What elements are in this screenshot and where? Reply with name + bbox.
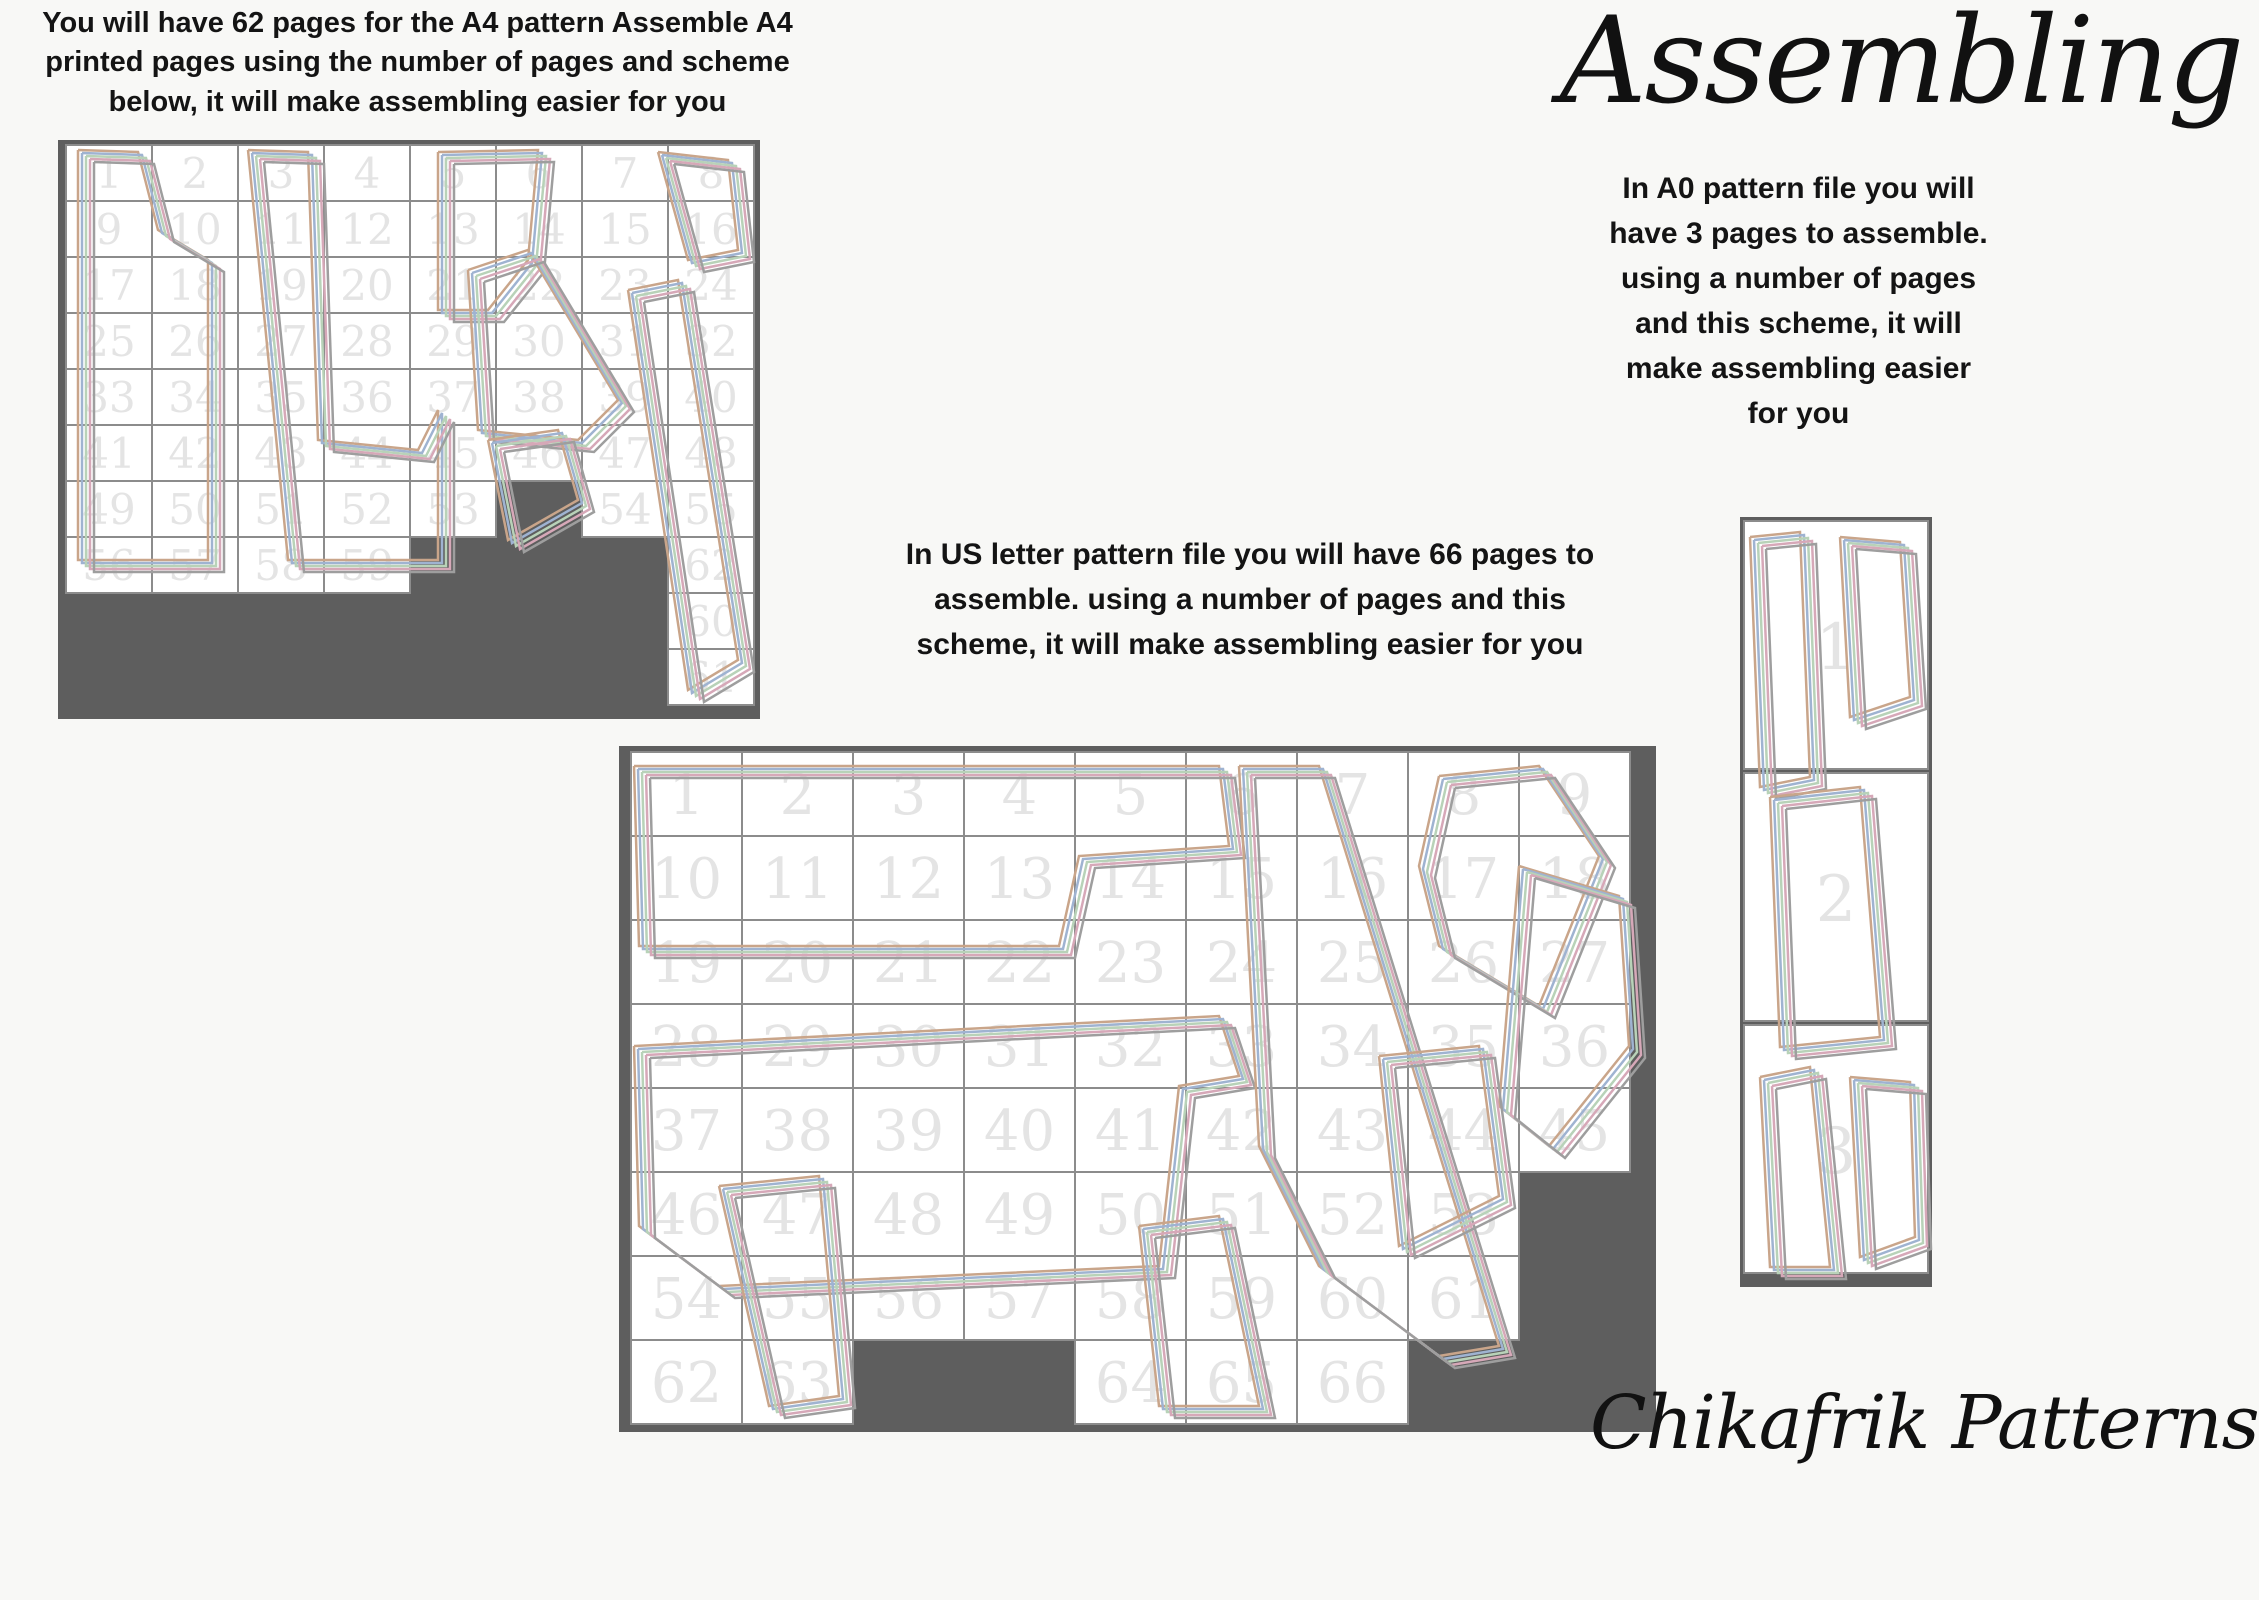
a4-page-number: 15: [598, 205, 652, 255]
a4-description: You will have 62 pages for the A4 pattern Assemble A4 printed pages using the number of pages and scheme below, it will make assembling easier for you: [42, 7, 793, 118]
us-page-number: 3: [890, 763, 927, 829]
a0-description: In A0 pattern file you will have 3 pages to assemble. using a number of pages and this scheme, it will make assembling easier for you: [1609, 172, 1988, 430]
us-page-number: 21: [872, 931, 945, 997]
a4-page-number: 18: [168, 261, 222, 311]
a4-page-number: 41: [82, 429, 136, 479]
us-page-number: 31: [983, 1015, 1056, 1081]
a4-page-number: 46: [512, 429, 566, 479]
a4-page-number: 45: [426, 429, 480, 479]
a4-page-number: 25: [82, 317, 136, 367]
us-letter-scheme-drawing: [619, 746, 1656, 1432]
a0-page-number: 1: [1815, 611, 1857, 685]
us-page-number: 34: [1316, 1015, 1389, 1081]
us-page-number: 62: [650, 1351, 723, 1417]
a4-page-number: 10: [168, 205, 222, 255]
a4-page-number: 49: [82, 485, 136, 535]
us-page-number: 39: [872, 1099, 945, 1165]
us-page-number: 11: [761, 847, 834, 913]
us-page-number: 52: [1316, 1183, 1389, 1249]
a0-scheme-drawing: [1740, 517, 1932, 1287]
a4-page-number: 58: [254, 541, 308, 591]
us-page-number: 8: [1445, 763, 1482, 829]
a4-page-number: 42: [168, 429, 222, 479]
us-page-number: 1: [668, 763, 705, 829]
us-page-number: 54: [650, 1267, 723, 1333]
us-page-number: 53: [1427, 1183, 1500, 1249]
a4-page-number: 44: [340, 429, 394, 479]
a4-page-number: 30: [512, 317, 566, 367]
us-page-number: 46: [650, 1183, 723, 1249]
a4-page-number: 24: [684, 261, 738, 311]
a4-page-number: 60: [684, 597, 738, 647]
us-page-number: 24: [1205, 931, 1278, 997]
a4-scheme-drawing: [58, 140, 760, 719]
us-page-number: 60: [1316, 1267, 1389, 1333]
us-page-number: 42: [1205, 1099, 1278, 1165]
us-page-number: 25: [1316, 931, 1389, 997]
a4-page-number: 51: [254, 485, 308, 535]
brand-signature: Chikafrik Patterns: [1590, 1380, 2259, 1466]
us-page-number: 6: [1223, 763, 1260, 829]
a4-page-number: 12: [340, 205, 394, 255]
us-page-number: 12: [872, 847, 945, 913]
us-page-number: 4: [1001, 763, 1038, 829]
us-page-number: 9: [1556, 763, 1593, 829]
us-page-number: 23: [1094, 931, 1167, 997]
us-page-number: 41: [1094, 1099, 1167, 1165]
us-page-number: 16: [1316, 847, 1389, 913]
a4-page-number: 40: [684, 373, 738, 423]
us-page-number: 27: [1538, 931, 1611, 997]
a4-page-number: 56: [82, 541, 136, 591]
a4-page-number: 34: [168, 373, 222, 423]
a4-page-number: 59: [340, 541, 394, 591]
a4-page-number: 48: [684, 429, 738, 479]
a4-page-number: 5: [439, 149, 467, 199]
us-page-number: 66: [1316, 1351, 1389, 1417]
us-page-number: 32: [1094, 1015, 1167, 1081]
a4-page-number: 57: [168, 541, 222, 591]
a4-page-number: 43: [254, 429, 308, 479]
us-page-number: 33: [1205, 1015, 1278, 1081]
a0-assembly-scheme: [1740, 517, 1932, 1287]
us-page-number: 55: [761, 1267, 834, 1333]
a4-page-number: 37: [426, 373, 480, 423]
us-page-number: 2: [779, 763, 816, 829]
a4-page-number: 35: [254, 373, 308, 423]
a4-page-number: 7: [611, 149, 639, 199]
us-page-number: 22: [983, 931, 1056, 997]
us-page-number: 19: [650, 931, 723, 997]
a4-assembly-scheme: [58, 140, 760, 719]
us-page-number: 49: [983, 1183, 1056, 1249]
us-letter-description: In US letter pattern file you will have 66 pages to assemble. using a number of pages and this scheme, it will make assembling easier for you: [905, 538, 1595, 661]
a4-page-number: 36: [340, 373, 394, 423]
us-page-number: 15: [1205, 847, 1278, 913]
us-page-number: 65: [1205, 1351, 1278, 1417]
us-page-number: 61: [1427, 1267, 1500, 1333]
us-page-number: 20: [761, 931, 834, 997]
us-page-number: 57: [983, 1267, 1056, 1333]
us-page-number: 29: [761, 1015, 834, 1081]
a4-page-number: 50: [168, 485, 222, 535]
a0-page-number: 3: [1815, 1115, 1857, 1189]
a4-page-number: 29: [426, 317, 480, 367]
a4-page-number: 23: [598, 261, 652, 311]
us-page-number: 47: [761, 1183, 834, 1249]
a4-page-number: 28: [340, 317, 394, 367]
us-page-number: 17: [1427, 847, 1500, 913]
a4-page-number: 32: [684, 317, 738, 367]
a4-page-number: 53: [426, 485, 480, 535]
a4-page-number: 55: [684, 485, 738, 535]
a4-page-number: 6: [525, 149, 553, 199]
a4-page-number: 2: [181, 149, 209, 199]
a4-page-number: 22: [512, 261, 566, 311]
a4-page-number: 33: [82, 373, 136, 423]
a4-page-number: 27: [254, 317, 308, 367]
us-page-number: 36: [1538, 1015, 1611, 1081]
us-page-number: 43: [1316, 1099, 1389, 1165]
us-page-number: 5: [1112, 763, 1149, 829]
us-page-number: 59: [1205, 1267, 1278, 1333]
us-page-number: 45: [1538, 1099, 1611, 1165]
a4-page-number: 38: [512, 373, 566, 423]
a4-page-number: 13: [426, 205, 480, 255]
us-page-number: 7: [1334, 763, 1371, 829]
us-page-number: 26: [1427, 931, 1500, 997]
a4-page-number: 20: [340, 261, 394, 311]
a4-page-number: 39: [598, 373, 652, 423]
us-letter-assembly-scheme: [619, 746, 1656, 1432]
a4-page-number: 47: [598, 429, 652, 479]
a4-page-number: 14: [512, 205, 566, 255]
a4-page-number: 19: [254, 261, 308, 311]
us-page-number: 51: [1205, 1183, 1278, 1249]
us-page-number: 58: [1094, 1267, 1167, 1333]
us-page-number: 56: [872, 1267, 945, 1333]
a4-page-number: 11: [254, 205, 308, 255]
a4-page-number: 17: [82, 261, 136, 311]
us-page-number: 18: [1538, 847, 1611, 913]
a4-page-number: 61: [684, 653, 738, 703]
us-page-number: 10: [650, 847, 723, 913]
a4-page-number: 54: [598, 485, 652, 535]
us-page-number: 13: [983, 847, 1056, 913]
a4-page-number: 52: [340, 485, 394, 535]
us-page-number: 28: [650, 1015, 723, 1081]
us-page-number: 50: [1094, 1183, 1167, 1249]
a4-page-number: 4: [353, 149, 381, 199]
a0-page-number: 2: [1815, 863, 1857, 937]
us-page-number: 37: [650, 1099, 723, 1165]
us-page-number: 63: [761, 1351, 834, 1417]
us-page-number: 48: [872, 1183, 945, 1249]
a4-page-number: 31: [598, 317, 652, 367]
a4-page-number: 16: [684, 205, 738, 255]
us-page-number: 35: [1427, 1015, 1500, 1081]
a4-page-number: 8: [697, 149, 725, 199]
us-page-number: 38: [761, 1099, 834, 1165]
a4-page-number: 26: [168, 317, 222, 367]
a4-page-number: 1: [95, 149, 123, 199]
us-page-number: 14: [1094, 847, 1167, 913]
us-page-number: 30: [872, 1015, 945, 1081]
a4-page-number: 21: [426, 261, 480, 311]
page-title: Assembling: [1560, 0, 2243, 131]
us-page-number: 64: [1094, 1351, 1167, 1417]
a4-page-number: 3: [267, 149, 295, 199]
us-page-number: 40: [983, 1099, 1056, 1165]
a4-page-number: 62: [684, 541, 738, 591]
us-page-number: 44: [1427, 1099, 1500, 1165]
a4-page-number: 9: [95, 205, 123, 255]
